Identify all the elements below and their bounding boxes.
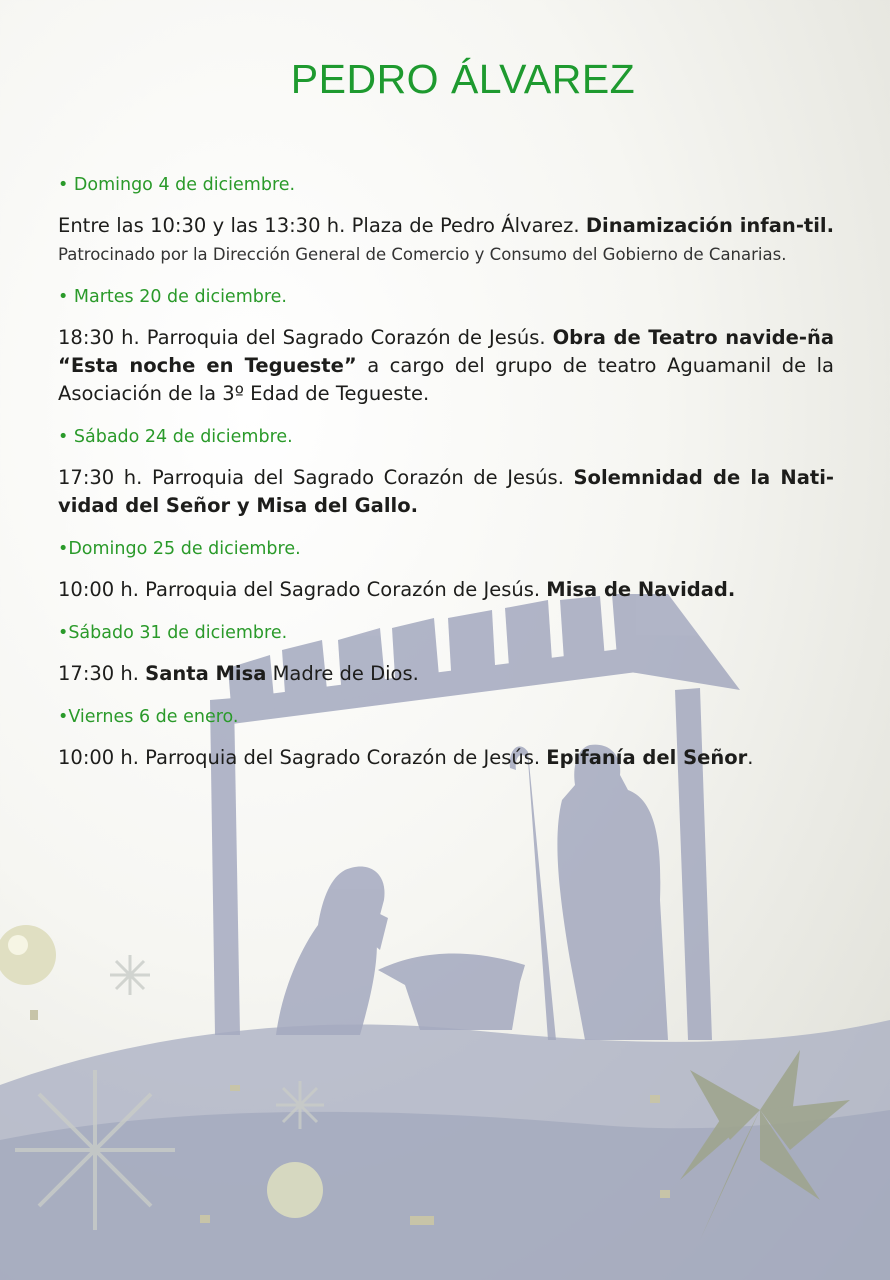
- event-highlight: Dinamización infan-til.: [585, 214, 835, 237]
- event-body: [58, 324, 834, 408]
- event-highlight: Epifanía del Señor: [546, 746, 748, 769]
- event-detail: Madre de Dios.: [272, 662, 419, 685]
- event-highlight: Obra de Teatro navide-ña “Esta noche en Tegueste”: [58, 326, 835, 377]
- event-item: [58, 284, 834, 408]
- event-highlight: Santa Misa: [145, 662, 267, 685]
- event-date: • Martes 20 de diciembre.: [58, 287, 287, 307]
- event-date: •Domingo 25 de diciembre.: [58, 539, 301, 559]
- event-detail: a cargo del grupo de teatro Aguamanil de la Asociación de la 3º Edad de Tegueste.: [58, 354, 834, 405]
- event-time-place: 18:30 h. Parroquia del Sagrado Corazón de Jesús.: [58, 326, 546, 349]
- event-time-place: 10:00 h. Parroquia del Sagrado Corazón de Jesús.: [58, 746, 541, 769]
- event-item: [58, 172, 834, 268]
- event-time-place: Entre las 10:30 y las 13:30 h. Plaza de Pedro Álvarez.: [58, 214, 580, 237]
- page-title: PEDRO ÁLVAREZ: [290, 56, 636, 102]
- event-body: [58, 464, 834, 520]
- event-date: •Sábado 31 de diciembre.: [58, 623, 288, 643]
- event-time-place: 10:00 h. Parroquia del Sagrado Corazón de Jesús.: [58, 578, 541, 601]
- event-item: [58, 536, 834, 604]
- event-date: • Sábado 24 de diciembre.: [58, 427, 293, 447]
- event-time-place: 17:30 h. Parroquia del Sagrado Corazón de Jesús.: [58, 466, 564, 489]
- event-highlight: Misa de Navidad.: [546, 578, 736, 601]
- event-body: [58, 744, 834, 772]
- event-date: •Viernes 6 de enero.: [58, 707, 239, 727]
- event-highlight: Solemnidad de la Nati-vidad del Señor y Misa del Gallo.: [58, 466, 834, 517]
- event-item: [58, 704, 834, 772]
- event-body: [58, 212, 834, 268]
- event-time-place: 17:30 h.: [58, 662, 139, 685]
- event-body: [58, 576, 834, 604]
- event-list: [58, 172, 834, 788]
- event-detail: .: [747, 746, 754, 769]
- event-body: [58, 660, 834, 688]
- event-note: Patrocinado por la Dirección General de Comercio y Consumo del Gobierno de Canarias.: [58, 245, 787, 264]
- event-item: [58, 620, 834, 688]
- event-item: [58, 424, 834, 520]
- event-date: • Domingo 4 de diciembre.: [58, 175, 296, 195]
